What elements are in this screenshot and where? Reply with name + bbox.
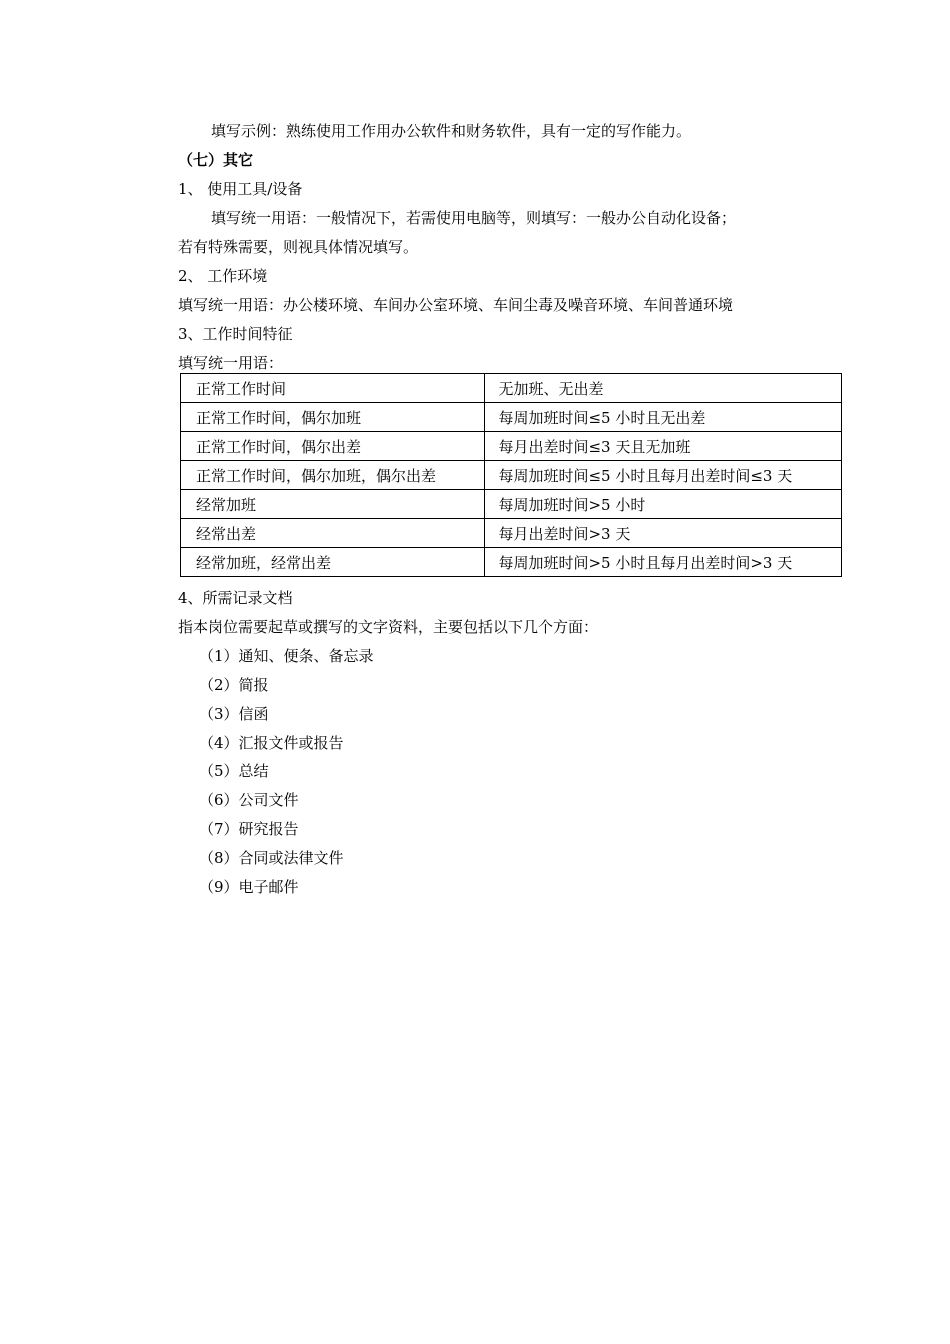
table-row <box>181 548 842 577</box>
tools-text-line1: 填写统一用语：一般情况下，若需使用电脑等，则填写：一般办公自动化设备； <box>211 209 737 227</box>
list-item: （3）信函 <box>199 705 269 723</box>
documents-intro: 指本岗位需要起草或撰写的文字资料，主要包括以下几个方面： <box>178 618 599 636</box>
list-item: （1）通知、便条、备忘录 <box>199 647 374 665</box>
table-cell-category: 经常加班 <box>181 490 485 519</box>
environment-heading: 2、 工作环境 <box>178 267 268 285</box>
list-item: （9）电子邮件 <box>199 878 299 896</box>
environment-text: 填写统一用语：办公楼环境、车间办公室环境、车间尘毒及噪音环境、车间普通环境 <box>178 296 734 314</box>
table-cell-category: 正常工作时间，偶尔加班 <box>181 403 485 432</box>
documents-heading: 4、所需记录文档 <box>178 589 293 607</box>
table-cell-description: 每周加班时间>5 小时 <box>485 490 842 519</box>
list-item: （8）合同或法律文件 <box>199 849 344 867</box>
table-cell-description: 每月出差时间>3 天 <box>485 519 842 548</box>
list-item: （4）汇报文件或报告 <box>199 734 344 752</box>
tools-heading: 1、 使用工具/设备 <box>178 180 303 198</box>
table-row <box>181 490 842 519</box>
list-item: （5）总结 <box>199 762 269 780</box>
table-row <box>181 519 842 548</box>
work-time-heading: 3、工作时间特征 <box>178 325 293 343</box>
list-item: （2）简报 <box>199 676 269 694</box>
table-cell-description: 每周加班时间≤5 小时且每月出差时间≤3 天 <box>485 461 842 490</box>
table-cell-category: 经常加班，经常出差 <box>181 548 485 577</box>
list-item: （6）公司文件 <box>199 791 299 809</box>
list-item: （7）研究报告 <box>199 820 299 838</box>
table-cell-category: 正常工作时间，偶尔加班，偶尔出差 <box>181 461 485 490</box>
table-row <box>181 432 842 461</box>
example-text: 填写示例：熟练使用工作用办公软件和财务软件，具有一定的写作能力。 <box>211 122 692 140</box>
table-row <box>181 374 842 403</box>
tools-text-line2: 若有特殊需要，则视具体情况填写。 <box>178 238 419 256</box>
table-cell-category: 经常出差 <box>181 519 485 548</box>
table-cell-description: 每月出差时间≤3 天且无加班 <box>485 432 842 461</box>
table-cell-description: 无加班、无出差 <box>485 374 842 403</box>
table-cell-category: 正常工作时间 <box>181 374 485 403</box>
table-cell-description: 每周加班时间≤5 小时且无出差 <box>485 403 842 432</box>
table-cell-category: 正常工作时间，偶尔出差 <box>181 432 485 461</box>
section-heading: （七）其它 <box>178 151 254 169</box>
work-time-table <box>180 373 842 577</box>
table-cell-description: 每周加班时间>5 小时且每月出差时间>3 天 <box>485 548 842 577</box>
table-row <box>181 461 842 490</box>
work-time-intro: 填写统一用语： <box>178 354 284 372</box>
table-row <box>181 403 842 432</box>
